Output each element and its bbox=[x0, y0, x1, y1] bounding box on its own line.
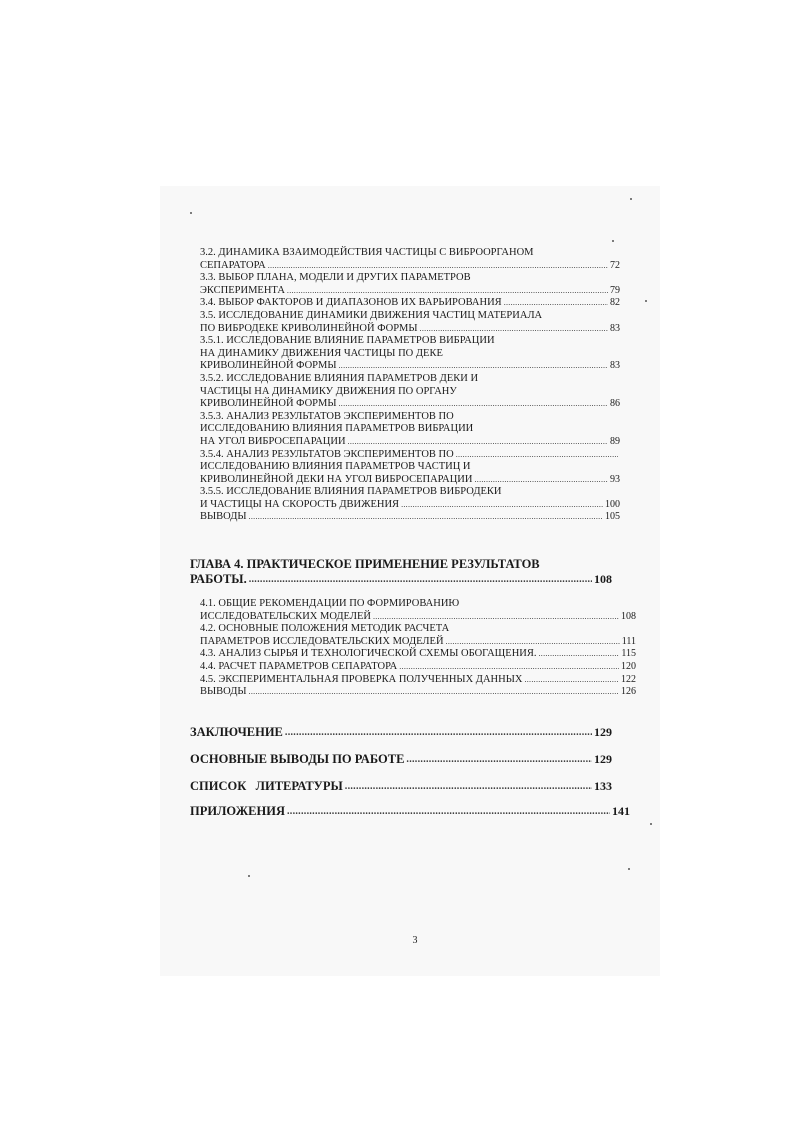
toc-entry-4-4[interactable] bbox=[200, 661, 636, 674]
toc-entry-title: ИССЛЕДОВАТЕЛЬСКИХ МОДЕЛЕЙ bbox=[200, 610, 371, 622]
toc-entry-4-5[interactable] bbox=[200, 674, 636, 687]
toc-entry-4-2[interactable] bbox=[200, 623, 636, 648]
leader-dots bbox=[538, 648, 619, 661]
leader-dots bbox=[287, 285, 608, 298]
leader-dots bbox=[456, 449, 618, 462]
toc-entry-3-5-3[interactable] bbox=[200, 411, 620, 449]
scan-speck bbox=[650, 823, 652, 825]
toc-entry-title: КРИВОЛИНЕЙНОЙ ДЕКИ НА УГОЛ ВИБРОСЕПАРАЦИИ bbox=[200, 473, 473, 485]
toc-entry-text: 3.5.3. АНАЛИЗ РЕЗУЛЬТАТОВ ЭКСПЕРИМЕНТОВ ПО bbox=[200, 410, 454, 422]
major-title: ЗАКЛЮЧЕНИЕ bbox=[190, 725, 283, 739]
toc-page-number: 79 bbox=[610, 284, 620, 296]
major-title: ПРИЛОЖЕНИЯ bbox=[190, 804, 285, 818]
toc-page-number: 105 bbox=[605, 511, 620, 523]
page-number: 3 bbox=[412, 935, 418, 946]
toc-page-number: 129 bbox=[594, 752, 612, 766]
toc-entry-3-3[interactable] bbox=[200, 272, 620, 297]
toc-entry-title: 4.3. АНАЛИЗ СЫРЬЯ И ТЕХНОЛОГИЧЕСКОЙ СХЕМЫ ОБОГАЩЕНИЯ. bbox=[200, 648, 537, 660]
toc-entry-title: КРИВОЛИНЕЙНОЙ ФОРМЫ bbox=[200, 360, 337, 372]
toc-page-number: 133 bbox=[594, 779, 612, 793]
leader-dots bbox=[399, 661, 619, 674]
toc-entry-3-5-4[interactable] bbox=[200, 449, 620, 487]
toc-entry-text: 3.3. ВЫБОР ПЛАНА, МОДЕЛИ И ДРУГИХ ПАРАМЕТРОВ bbox=[200, 272, 471, 284]
toc-entry-3-5[interactable] bbox=[200, 310, 620, 335]
toc-page-number: 83 bbox=[610, 360, 620, 372]
toc-page-number: 108 bbox=[594, 572, 612, 586]
toc-conclusion[interactable] bbox=[190, 725, 612, 740]
toc-page-number: 86 bbox=[610, 398, 620, 410]
leader-dots bbox=[345, 779, 592, 794]
toc-entry-text: 3.5.5. ИССЛЕДОВАНИЕ ВЛИЯНИЯ ПАРАМЕТРОВ ВИБРОДЕКИ bbox=[200, 486, 502, 498]
toc-page-number: 111 bbox=[621, 635, 636, 647]
toc-main-conclusions[interactable] bbox=[190, 752, 612, 767]
toc-entry-3-5-5[interactable] bbox=[200, 486, 620, 511]
toc-page-number: 122 bbox=[621, 673, 636, 685]
leader-dots bbox=[249, 686, 619, 699]
toc-page-number: 129 bbox=[594, 725, 612, 739]
chapter-title: ГЛАВА 4. ПРАКТИЧЕСКОЕ ПРИМЕНЕНИЕ РЕЗУЛЬТАТОВ bbox=[190, 557, 540, 571]
leader-dots bbox=[348, 436, 608, 449]
toc-entry-3-conclusions[interactable] bbox=[200, 511, 620, 524]
leader-dots bbox=[446, 636, 620, 649]
toc-entry-title: ПО ВИБРОДЕКЕ КРИВОЛИНЕЙНОЙ ФОРМЫ bbox=[200, 322, 418, 334]
leader-dots bbox=[268, 260, 608, 273]
toc-entry-text: 4.2. ОСНОВНЫЕ ПОЛОЖЕНИЯ МЕТОДИК РАСЧЕТА bbox=[200, 623, 450, 635]
toc-entry-title: 3.4. ВЫБОР ФАКТОРОВ И ДИАПАЗОНОВ ИХ ВАРЬИРОВАНИЯ bbox=[200, 297, 502, 309]
leader-dots bbox=[285, 725, 592, 740]
toc-page-number: 100 bbox=[605, 498, 620, 510]
toc-entry-4-1[interactable] bbox=[200, 598, 636, 623]
scan-speck bbox=[628, 868, 630, 870]
leader-dots bbox=[524, 674, 619, 687]
toc-entry-text: 4.1. ОБЩИЕ РЕКОМЕНДАЦИИ ПО ФОРМИРОВАНИЮ bbox=[200, 598, 460, 609]
toc-entry-3-2[interactable] bbox=[200, 247, 620, 272]
scan-speck bbox=[630, 198, 632, 200]
toc-entry-title: И ЧАСТИЦЫ НА СКОРОСТЬ ДВИЖЕНИЯ bbox=[200, 498, 400, 510]
toc-entry-title: ПАРАМЕТРОВ ИССЛЕДОВАТЕЛЬСКИХ МОДЕЛЕЙ bbox=[200, 635, 444, 647]
toc-entry-3-5-1[interactable] bbox=[200, 335, 620, 373]
toc-appendices[interactable] bbox=[190, 804, 630, 819]
leader-dots bbox=[249, 511, 603, 524]
leader-dots bbox=[287, 804, 610, 819]
toc-entry-text: 3.5.1. ИССЛЕДОВАНИЕ ВЛИЯНИЕ ПАРАМЕТРОВ ВИБРАЦИИ bbox=[200, 335, 495, 347]
toc-entry-title: ВЫВОДЫ bbox=[200, 511, 247, 523]
toc-chapter-4[interactable] bbox=[190, 557, 612, 587]
toc-entry-title: 4.5. ЭКСПЕРИМЕНТАЛЬНАЯ ПРОВЕРКА ПОЛУЧЕННЫХ ДАННЫХ bbox=[200, 673, 523, 685]
toc-entry-text: 3.5.4. АНАЛИЗ РЕЗУЛЬТАТОВ ЭКСПЕРИМЕНТОВ ПО bbox=[200, 448, 454, 460]
chapter-title-cont: РАБОТЫ. bbox=[190, 572, 247, 586]
scan-speck bbox=[190, 212, 192, 214]
toc-entry-4-conclusions[interactable] bbox=[200, 686, 636, 699]
toc-entry-text: НА ДИНАМИКУ ДВИЖЕНИЯ ЧАСТИЦЫ ПО ДЕКЕ bbox=[200, 347, 443, 359]
toc-entry-title: ВЫВОДЫ bbox=[200, 686, 247, 698]
toc-entry-text: 3.5.2. ИССЛЕДОВАНИЕ ВЛИЯНИЯ ПАРАМЕТРОВ ДЕКИ И bbox=[200, 372, 479, 384]
toc-entry-text: ИССЛЕДОВАНИЮ ВЛИЯНИЯ ПАРАМЕТРОВ ЧАСТИЦ И bbox=[200, 461, 471, 473]
toc-entry-text: ЧАСТИЦЫ НА ДИНАМИКУ ДВИЖЕНИЯ ПО ОРГАНУ bbox=[200, 385, 457, 397]
toc-entry-title: 4.4. РАСЧЕТ ПАРАМЕТРОВ СЕПАРАТОРА bbox=[200, 660, 398, 672]
toc-references[interactable] bbox=[190, 779, 612, 794]
scan-speck bbox=[248, 875, 250, 877]
toc-entry-text: 3.2. ДИНАМИКА ВЗАИМОДЕЙСТВИЯ ЧАСТИЦЫ С ВИБРООРГАНОМ bbox=[200, 247, 534, 258]
leader-dots bbox=[249, 572, 592, 587]
toc-entry-3-5-2[interactable] bbox=[200, 373, 620, 411]
toc-page-number: 72 bbox=[610, 259, 620, 271]
toc-entry-title: СЕПАРАТОРА bbox=[200, 259, 266, 271]
toc-entry-4-3[interactable] bbox=[200, 648, 636, 661]
leader-dots bbox=[339, 360, 609, 373]
toc-page-number: 126 bbox=[621, 686, 636, 698]
toc-page-number: 89 bbox=[610, 435, 620, 447]
toc-page-number: 120 bbox=[621, 660, 636, 672]
toc-page-number: 83 bbox=[610, 322, 620, 334]
leader-dots bbox=[406, 752, 592, 767]
leader-dots bbox=[504, 297, 608, 310]
toc-section-3 bbox=[200, 247, 620, 524]
toc-entry-3-4[interactable] bbox=[200, 297, 620, 310]
leader-dots bbox=[401, 499, 603, 512]
toc-entry-title: НА УГОЛ ВИБРОСЕПАРАЦИИ bbox=[200, 435, 346, 447]
toc-entry-text: 3.5. ИССЛЕДОВАНИЕ ДИНАМИКИ ДВИЖЕНИЯ ЧАСТИЦ МАТЕРИАЛА bbox=[200, 309, 543, 321]
scan-speck bbox=[612, 240, 614, 242]
scan-speck bbox=[645, 300, 647, 302]
leader-dots bbox=[339, 398, 609, 411]
leader-dots bbox=[474, 474, 608, 487]
toc-page-number: 115 bbox=[621, 648, 636, 660]
toc-entry-title: ЭКСПЕРИМЕНТА bbox=[200, 284, 285, 296]
toc-section-4 bbox=[200, 598, 636, 699]
toc-entry-text: ИССЛЕДОВАНИЮ ВЛИЯНИЯ ПАРАМЕТРОВ ВИБРАЦИИ bbox=[200, 423, 474, 435]
toc-page-number: 141 bbox=[612, 804, 630, 818]
leader-dots bbox=[373, 611, 619, 624]
leader-dots bbox=[420, 323, 608, 336]
major-title: СПИСОК ЛИТЕРАТУРЫ bbox=[190, 779, 343, 793]
toc-page-number: 93 bbox=[610, 473, 620, 485]
toc-entry-title: КРИВОЛИНЕЙНОЙ ФОРМЫ bbox=[200, 398, 337, 410]
major-title: ОСНОВНЫЕ ВЫВОДЫ ПО РАБОТЕ bbox=[190, 752, 405, 766]
toc-page-number: 82 bbox=[610, 297, 620, 309]
toc-page-number: 108 bbox=[621, 610, 636, 622]
